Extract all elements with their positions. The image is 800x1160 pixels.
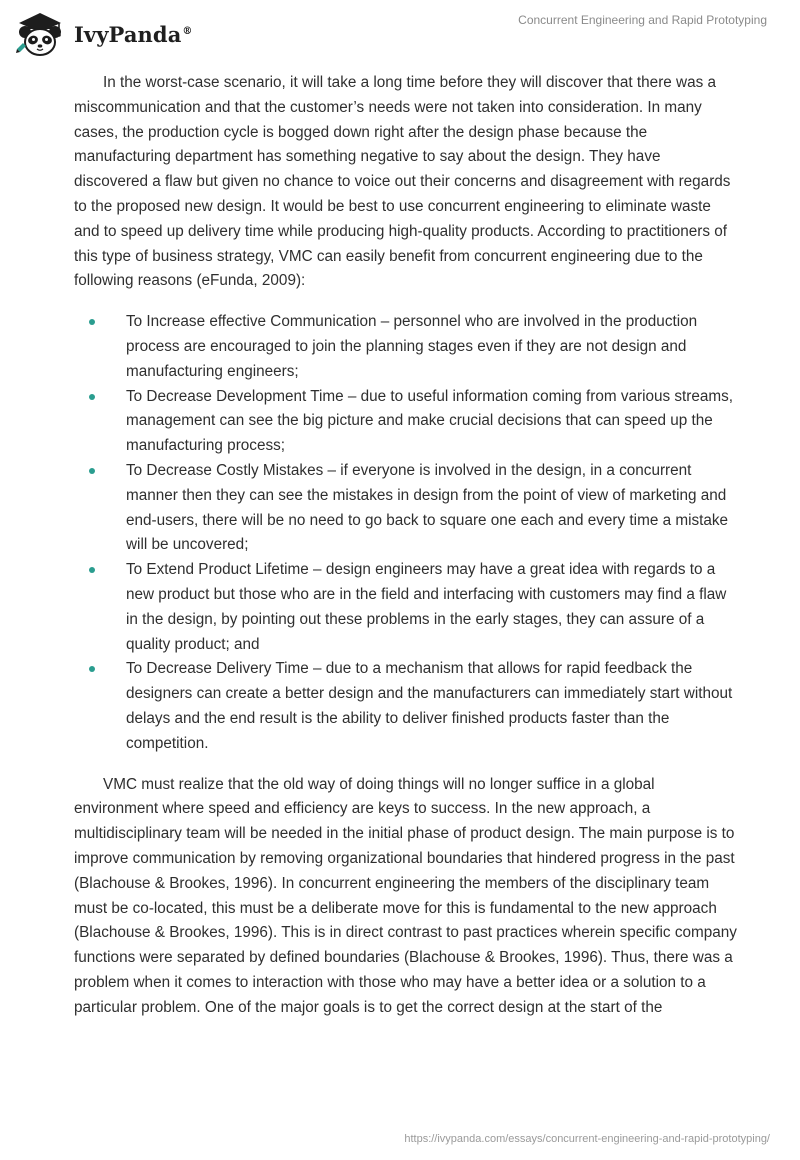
list-item [74,459,738,558]
list-item-text: To Extend Product Lifetime – design engineers may have a great idea with regards to a new product but those who are in the field and interfacing with customers may find a flaw in the design, by pointing out these problems in the early stages, they can assure of a quality product; and [126,561,727,653]
source-url[interactable]: https://ivypanda.com/essays/concurrent-engineering-and-rapid-prototyping/ [404,1133,770,1145]
reasons-list [74,310,738,756]
list-item [74,310,738,384]
list-item-text: To Decrease Costly Mistakes – if everyone is involved in the design, in a concurrent manner then they can see the mistakes in design from the point of view of marketing and end-users, there will be no need to go back to square one each and every time a mistake will be uncovered; [126,461,729,554]
paragraph-2: VMC must realize that the old way of doing things will no longer suffice in a global environment where speed and efficiency are keys to success. In the new approach, a multidisciplinary team will be needed in the initial phase of product design. The main purpose is to improve communication by removing organizational boundaries that hindered progress in the past (Blachouse & Brookes, 1996). In concurrent engineering the members of the disciplinary team must be co-located, this must be a deliberate move for this is fundamental to the new approach (Blachouse & Brookes, 1996). This is in direct contrast to past practices wherein specific company functions were separated by defined boundaries (Blachouse & Brookes, 1996). Thus, there was a problem when it comes to interaction with those who may have a better idea or a solution to a particular problem. One of the major goals is to get the correct design at the start of the [74,775,737,1016]
essay-body [74,71,738,1020]
bullet-icon [89,319,95,325]
bullet-icon [89,567,95,573]
bullet-icon [89,666,95,672]
brand-logo[interactable] [15,9,193,59]
list-item-text: To Decrease Delivery Time – due to a mechanism that allows for rapid feedback the designers can create a better design and the manufacturers can immediately start without delays and the end result is the ability to deliver finished products faster than the competition. [126,660,733,752]
list-item [74,657,738,756]
registered-mark: ® [182,25,193,37]
list-item-text: To Increase effective Communication – personnel who are involved in the production process are encouraged to join the planning stages even if they are not design and manufacturing engineers; [126,313,698,380]
page-header [0,0,800,62]
list-item [74,558,738,657]
list-item [74,385,738,459]
document-title: Concurrent Engineering and Rapid Prototyping [518,13,767,27]
panda-graduate-icon [15,9,67,59]
bullet-icon [89,394,95,400]
list-item-text: To Decrease Development Time – due to useful information coming from various streams, management can see the big picture and make crucial decisions that can speed up the manufacturing process; [126,387,734,455]
paragraph-1: In the worst-case scenario, it will take a long time before they will discover that there was a miscommunication and that the customer’s needs were not taken into consideration. In many cases, the production cycle is bogged down right after the design phase because the manufacturing department has something negative to say about the design. They have discovered a flaw but given no chance to voice out their concerns and disagreement with regards to the proposed new design. It would be best to use concurrent engineering to eliminate waste and to speed up delivery time while producing high-quality products. According to practitioners of this type of business strategy, VMC can easily benefit from concurrent engineering due to the following reasons (eFunda, 2009): [74,74,731,290]
bullet-icon [89,468,95,474]
brand-name: IvyPanda® [74,21,193,47]
